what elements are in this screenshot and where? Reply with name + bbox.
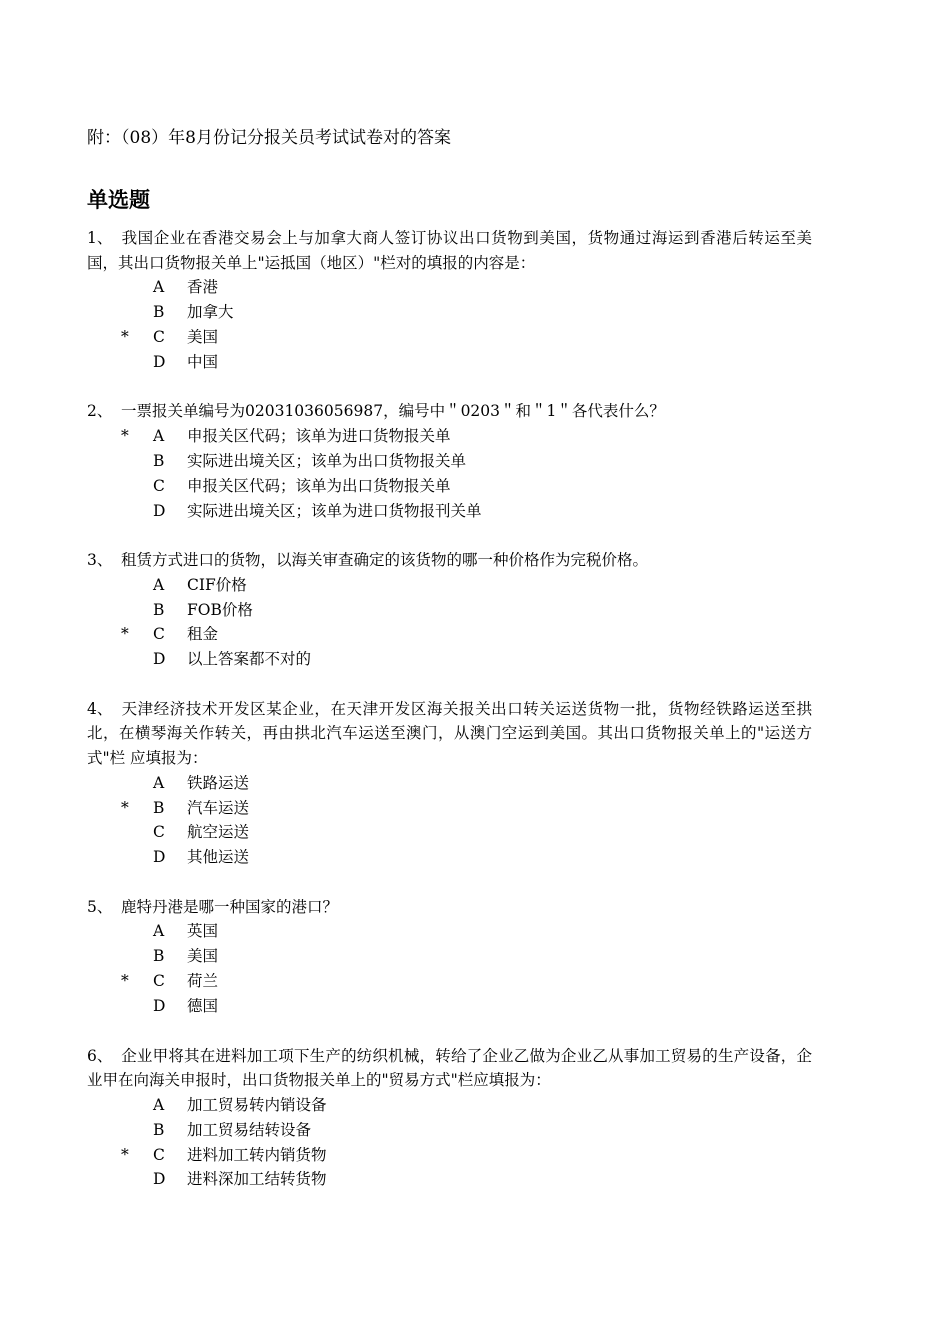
option-b (87, 300, 812, 325)
option-d (87, 845, 812, 870)
option-text: 加工贸易转内销设备 (187, 1095, 327, 1114)
option-text: 英国 (187, 922, 219, 941)
option-letter: D (153, 650, 166, 669)
option-text: 其他运送 (187, 848, 250, 867)
option-letter: B (153, 451, 165, 470)
option-d (87, 994, 812, 1019)
option-letter: B (153, 600, 165, 619)
option-c (87, 325, 812, 350)
option-text: 荷兰 (187, 972, 219, 991)
option-text: 租金 (187, 625, 219, 644)
option-letter: D (153, 501, 166, 520)
question-4 (87, 697, 812, 870)
question-number: 3、 (87, 551, 113, 570)
option-letter: D (153, 1170, 166, 1189)
option-letter: A (153, 1095, 165, 1114)
answer-mark: * (121, 1145, 129, 1164)
option-letter: A (153, 575, 165, 594)
option-letter: C (153, 327, 165, 346)
option-text: 香港 (187, 278, 219, 297)
option-letter: D (153, 997, 166, 1016)
answer-mark: * (121, 327, 129, 346)
option-letter: B (153, 303, 165, 322)
option-c (87, 474, 812, 499)
option-letter: C (153, 972, 165, 991)
answer-mark: * (121, 798, 129, 817)
option-letter: C (153, 625, 165, 644)
question-text: 企业甲将其在进料加工项下生产的纺织机械，转给了企业乙做为企业乙从事加工贸易的生产设备，企业甲在向海关申报时，出口货物报关单上的"贸易方式"栏应填报为： (87, 1046, 812, 1090)
question-number: 1、 (87, 229, 113, 247)
option-text: 航空运送 (187, 823, 250, 842)
question-text: 我国企业在香港交易会上与加拿大商人签订协议出口货物到美国，货物通过海运到香港后转运至美国，其出口货物报关单上"运抵国（地区）"栏对的填报的内容是： (87, 229, 812, 272)
option-letter: C (153, 476, 165, 495)
option-list (87, 424, 812, 524)
option-d (87, 1167, 812, 1192)
question-text: 鹿特丹港是哪一种国家的港口？ (121, 897, 339, 916)
option-list (87, 573, 812, 673)
option-text: 中国 (187, 352, 219, 371)
option-d (87, 350, 812, 375)
option-text: 美国 (187, 327, 219, 346)
option-letter: B (153, 947, 165, 966)
option-c (87, 820, 812, 845)
option-letter: A (153, 773, 165, 792)
question-number: 5、 (87, 897, 113, 916)
answer-mark: * (121, 972, 129, 991)
option-text: 申报关区代码；该单为出口货物报关单 (187, 476, 451, 495)
question-number: 2、 (87, 402, 113, 421)
option-text: 加工贸易结转设备 (187, 1120, 312, 1139)
option-b (87, 796, 812, 821)
question-6 (87, 1044, 812, 1193)
option-text: 德国 (187, 997, 219, 1016)
section-title: 单选题 (87, 188, 150, 212)
option-b (87, 598, 812, 623)
option-text: 铁路运送 (187, 773, 250, 792)
option-letter: C (153, 1145, 165, 1164)
option-text: 美国 (187, 947, 219, 966)
option-b (87, 944, 812, 969)
option-a (87, 771, 812, 796)
option-a (87, 275, 812, 300)
option-letter: D (153, 848, 166, 867)
question-2 (87, 399, 812, 523)
option-list (87, 275, 812, 375)
option-text: FOB价格 (187, 600, 253, 619)
option-a (87, 573, 812, 598)
question-text: 天津经济技术开发区某企业，在天津开发区海关报关出口转关运送货物一批，货物经铁路运送至拱北，在横琴海关作转关，再由拱北汽车运送至澳门，从澳门空运到美国。其出口货物报关单上的"运送方式"栏 应填报为： (87, 699, 812, 768)
question-text: 一票报关单编号为02031036056987，编号中＂0203＂和＂1＂各代表什么？ (121, 402, 665, 421)
option-b (87, 449, 812, 474)
option-a (87, 1093, 812, 1118)
question-list (87, 226, 812, 1217)
answer-mark: * (121, 426, 129, 445)
option-c (87, 1143, 812, 1168)
option-d (87, 499, 812, 524)
option-text: 进料加工转内销货物 (187, 1145, 327, 1164)
option-text: CIF价格 (187, 575, 247, 594)
option-list (87, 771, 812, 871)
option-letter: C (153, 823, 165, 842)
option-letter: B (153, 1120, 165, 1139)
option-letter: D (153, 352, 166, 371)
option-text: 申报关区代码；该单为进口货物报关单 (187, 426, 451, 445)
option-b (87, 1118, 812, 1143)
option-text: 进料深加工结转货物 (187, 1170, 327, 1189)
option-a (87, 424, 812, 449)
option-a (87, 919, 812, 944)
question-number: 6、 (87, 1046, 113, 1065)
option-text: 实际进出境关区；该单为出口货物报关单 (187, 451, 467, 470)
question-5 (87, 895, 812, 1019)
option-list (87, 1093, 812, 1193)
question-number: 4、 (87, 699, 113, 718)
option-letter: A (153, 278, 165, 297)
option-letter: A (153, 426, 165, 445)
option-c (87, 622, 812, 647)
question-text: 租赁方式进口的货物，以海关审查确定的该货物的哪一种价格作为完税价格。 (121, 551, 649, 570)
option-text: 加拿大 (187, 303, 234, 322)
option-d (87, 647, 812, 672)
option-list (87, 919, 812, 1019)
option-letter: B (153, 798, 165, 817)
document-header: 附：（08）年8月份记分报关员考试试卷对的答案 (87, 128, 451, 148)
option-text: 实际进出境关区；该单为进口货物报刊关单 (187, 501, 482, 520)
option-letter: A (153, 922, 165, 941)
question-1 (87, 226, 812, 375)
option-c (87, 969, 812, 994)
option-text: 汽车运送 (187, 798, 250, 817)
answer-mark: * (121, 625, 129, 644)
question-3 (87, 548, 812, 672)
option-text: 以上答案都不对的 (187, 650, 312, 669)
